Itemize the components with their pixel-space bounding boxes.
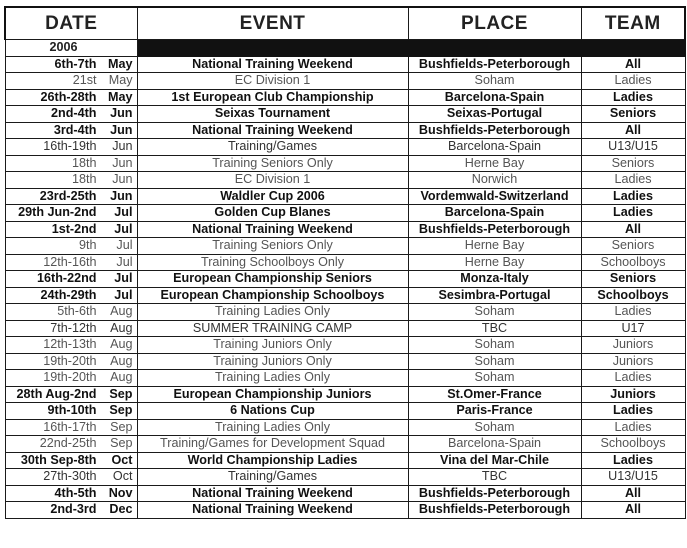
date-month: May (108, 56, 133, 71)
date-cell (5, 221, 137, 238)
team-cell: U13/U15 (581, 469, 685, 486)
table-row (5, 205, 685, 222)
date-days: 7th-12th (50, 320, 97, 335)
schedule-table (4, 6, 686, 519)
date-cell (5, 205, 137, 222)
date-days: 9th (78, 238, 97, 253)
table-row (5, 238, 685, 255)
table-row (5, 386, 685, 403)
table-row (5, 502, 685, 519)
table-row (5, 436, 685, 453)
place-cell: Barcelona-Spain (408, 139, 581, 156)
date-month: Jul (114, 221, 133, 236)
date-cell (5, 485, 137, 502)
event-cell: EC Division 1 (137, 172, 408, 189)
date-cell (5, 337, 137, 354)
date-month: Aug (110, 304, 133, 319)
table-row (5, 353, 685, 370)
date-month: Jul (114, 205, 133, 220)
place-cell: Bushfields-Peterborough (408, 56, 581, 73)
year-bar (137, 40, 685, 57)
date-month: Jun (112, 139, 133, 154)
table-row (5, 56, 685, 73)
date-days: 5th-6th (57, 304, 97, 319)
date-days: 22nd-25th (39, 436, 97, 451)
event-cell: SUMMER TRAINING CAMP (137, 320, 408, 337)
place-cell: Soham (408, 370, 581, 387)
date-cell (5, 353, 137, 370)
date-cell (5, 254, 137, 271)
table-row (5, 485, 685, 502)
event-cell: Training Juniors Only (137, 337, 408, 354)
place-cell: Seixas-Portugal (408, 106, 581, 123)
team-cell: Ladies (581, 419, 685, 436)
table-row (5, 89, 685, 106)
year-label: 2006 (5, 40, 137, 57)
date-cell (5, 89, 137, 106)
date-days: 16th-19th (43, 139, 97, 154)
year-row (5, 40, 685, 57)
date-cell (5, 304, 137, 321)
team-cell: Ladies (581, 403, 685, 420)
team-cell: Seniors (581, 106, 685, 123)
event-cell: European Championship Juniors (137, 386, 408, 403)
event-cell: Training/Games (137, 469, 408, 486)
date-month: Sep (110, 419, 133, 434)
place-cell: Bushfields-Peterborough (408, 221, 581, 238)
place-cell: Soham (408, 419, 581, 436)
team-cell: Ladies (581, 304, 685, 321)
table-row (5, 155, 685, 172)
place-cell: Paris-France (408, 403, 581, 420)
event-cell: World Championship Ladies (137, 452, 408, 469)
place-cell: Monza-Italy (408, 271, 581, 288)
date-cell (5, 56, 137, 73)
place-cell: TBC (408, 320, 581, 337)
team-cell: U17 (581, 320, 685, 337)
date-days: 6th-7th (54, 56, 97, 71)
date-days: 28th Aug-2nd (16, 386, 97, 401)
date-days: 19th-20th (43, 370, 97, 385)
date-cell (5, 155, 137, 172)
team-cell: Ladies (581, 73, 685, 90)
date-days: 3rd-4th (53, 122, 97, 137)
date-month: Aug (110, 370, 133, 385)
date-cell (5, 139, 137, 156)
date-cell (5, 419, 137, 436)
date-month: Jul (114, 271, 133, 286)
header-row (5, 7, 685, 40)
date-days: 26th-28th (40, 89, 97, 104)
team-cell: Seniors (581, 155, 685, 172)
date-days: 24th-29th (40, 287, 97, 302)
date-days: 12th-13th (43, 337, 97, 352)
date-cell (5, 172, 137, 189)
place-cell: Sesimbra-Portugal (408, 287, 581, 304)
team-cell: Juniors (581, 353, 685, 370)
place-cell: Herne Bay (408, 238, 581, 255)
table-row (5, 452, 685, 469)
event-cell: 1st European Club Championship (137, 89, 408, 106)
event-cell: Training/Games (137, 139, 408, 156)
date-month: Sep (109, 386, 133, 401)
table-row (5, 320, 685, 337)
place-cell: Soham (408, 73, 581, 90)
header-event: EVENT (137, 7, 408, 40)
event-cell: National Training Weekend (137, 221, 408, 238)
place-cell: Norwich (408, 172, 581, 189)
team-cell: All (581, 485, 685, 502)
table-row (5, 370, 685, 387)
date-cell (5, 188, 137, 205)
table-row (5, 139, 685, 156)
event-cell: National Training Weekend (137, 485, 408, 502)
event-cell: Training Schoolboys Only (137, 254, 408, 271)
date-cell (5, 452, 137, 469)
date-days: 23rd-25th (39, 188, 97, 203)
schedule-body (5, 40, 685, 519)
team-cell: Ladies (581, 452, 685, 469)
place-cell: Barcelona-Spain (408, 436, 581, 453)
event-cell: Golden Cup Blanes (137, 205, 408, 222)
header-team: TEAM (581, 7, 685, 40)
place-cell: Soham (408, 353, 581, 370)
date-cell (5, 469, 137, 486)
date-days: 30th Sep-8th (20, 452, 97, 467)
date-cell (5, 320, 137, 337)
date-month: May (108, 89, 133, 104)
date-month: Aug (110, 353, 133, 368)
date-days: 18th (71, 155, 97, 170)
table-row (5, 254, 685, 271)
date-cell (5, 370, 137, 387)
date-month: Jul (116, 254, 133, 269)
date-days: 29th Jun-2nd (18, 205, 97, 220)
date-month: Jun (112, 172, 133, 187)
date-month: Jun (112, 155, 133, 170)
date-days: 16th-17th (43, 419, 97, 434)
table-row (5, 287, 685, 304)
team-cell: Seniors (581, 238, 685, 255)
team-cell: Ladies (581, 188, 685, 205)
team-cell: Ladies (581, 89, 685, 106)
date-days: 4th-5th (54, 485, 97, 500)
event-cell: Training Juniors Only (137, 353, 408, 370)
table-row (5, 73, 685, 90)
date-cell (5, 403, 137, 420)
date-cell (5, 436, 137, 453)
event-cell: Training Ladies Only (137, 304, 408, 321)
table-row (5, 469, 685, 486)
event-cell: National Training Weekend (137, 122, 408, 139)
date-cell (5, 386, 137, 403)
date-month: Sep (110, 436, 133, 451)
date-days: 2nd-4th (51, 106, 97, 121)
header-place: PLACE (408, 7, 581, 40)
table-row (5, 403, 685, 420)
event-cell: Training Ladies Only (137, 419, 408, 436)
date-cell (5, 122, 137, 139)
date-cell (5, 238, 137, 255)
place-cell: Bushfields-Peterborough (408, 502, 581, 519)
event-cell: European Championship Seniors (137, 271, 408, 288)
team-cell: Juniors (581, 337, 685, 354)
date-cell (5, 106, 137, 123)
place-cell: St.Omer-France (408, 386, 581, 403)
event-cell: Training Seniors Only (137, 238, 408, 255)
event-cell: Seixas Tournament (137, 106, 408, 123)
table-row (5, 419, 685, 436)
event-cell: Training Seniors Only (137, 155, 408, 172)
date-days: 9th-10th (47, 403, 97, 418)
place-cell: Soham (408, 337, 581, 354)
date-cell (5, 502, 137, 519)
date-cell (5, 271, 137, 288)
team-cell: U13/U15 (581, 139, 685, 156)
date-month: Jun (110, 106, 133, 121)
place-cell: TBC (408, 469, 581, 486)
date-month: Oct (111, 452, 133, 467)
date-month: Aug (110, 337, 133, 352)
event-cell: EC Division 1 (137, 73, 408, 90)
team-cell: All (581, 221, 685, 238)
place-cell: Vordemwald-Switzerland (408, 188, 581, 205)
table-row (5, 304, 685, 321)
place-cell: Bushfields-Peterborough (408, 485, 581, 502)
date-days: 16th-22nd (37, 271, 97, 286)
table-row (5, 221, 685, 238)
date-month: Oct (112, 469, 133, 484)
date-month: Dec (109, 502, 133, 517)
team-cell: Ladies (581, 370, 685, 387)
date-cell (5, 73, 137, 90)
table-row (5, 172, 685, 189)
date-month: Nov (108, 485, 133, 500)
date-month: Jun (110, 188, 133, 203)
date-days: 19th-20th (43, 353, 97, 368)
table-row (5, 106, 685, 123)
team-cell: All (581, 502, 685, 519)
place-cell: Herne Bay (408, 254, 581, 271)
team-cell: All (581, 56, 685, 73)
place-cell: Barcelona-Spain (408, 89, 581, 106)
place-cell: Bushfields-Peterborough (408, 122, 581, 139)
date-days: 1st-2nd (51, 221, 97, 236)
team-cell: All (581, 122, 685, 139)
date-month: May (108, 73, 133, 88)
place-cell: Soham (408, 304, 581, 321)
team-cell: Schoolboys (581, 254, 685, 271)
team-cell: Ladies (581, 205, 685, 222)
team-cell: Juniors (581, 386, 685, 403)
table-row (5, 122, 685, 139)
date-days: 12th-16th (43, 254, 97, 269)
place-cell: Herne Bay (408, 155, 581, 172)
place-cell: Vina del Mar-Chile (408, 452, 581, 469)
table-row (5, 188, 685, 205)
event-cell: National Training Weekend (137, 56, 408, 73)
date-month: Aug (110, 320, 133, 335)
event-cell: Training Ladies Only (137, 370, 408, 387)
date-month: Jun (110, 122, 133, 137)
date-days: 27th-30th (43, 469, 97, 484)
event-cell: 6 Nations Cup (137, 403, 408, 420)
date-days: 18th (71, 172, 97, 187)
event-cell: European Championship Schoolboys (137, 287, 408, 304)
team-cell: Ladies (581, 172, 685, 189)
place-cell: Barcelona-Spain (408, 205, 581, 222)
team-cell: Schoolboys (581, 436, 685, 453)
event-cell: Training/Games for Development Squad (137, 436, 408, 453)
date-month: Jul (114, 287, 133, 302)
date-days: 21st (72, 73, 97, 88)
table-row (5, 337, 685, 354)
date-month: Jul (116, 238, 133, 253)
table-row (5, 271, 685, 288)
date-cell (5, 287, 137, 304)
date-month: Sep (109, 403, 133, 418)
event-cell: Waldler Cup 2006 (137, 188, 408, 205)
date-days: 2nd-3rd (50, 502, 97, 517)
team-cell: Schoolboys (581, 287, 685, 304)
header-date: DATE (5, 7, 137, 40)
event-cell: National Training Weekend (137, 502, 408, 519)
team-cell: Seniors (581, 271, 685, 288)
